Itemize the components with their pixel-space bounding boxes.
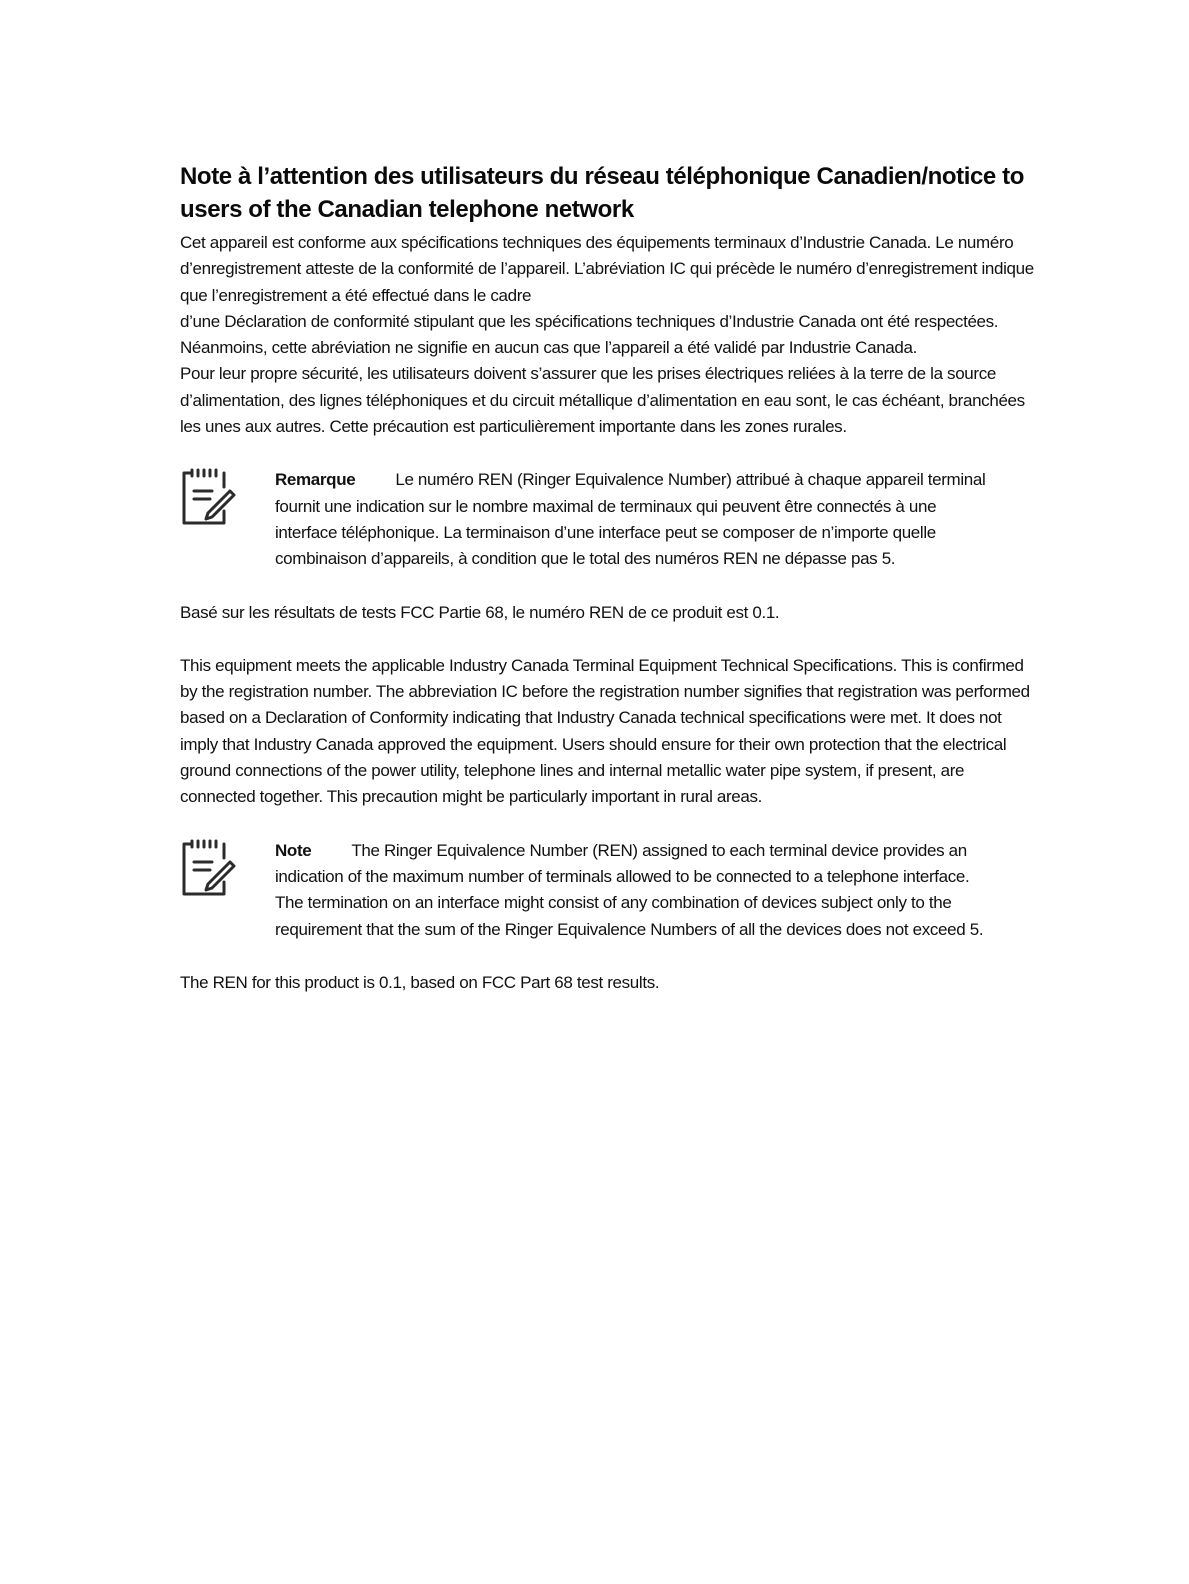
note-fr-label: Remarque bbox=[275, 470, 356, 490]
fr-paragraph-2: Pour leur propre sécurité, les utilisateurs doivent s’assurer que les prises électriques reliées à la terre de la source d’alimentation, des lignes téléphoniques et du circuit métallique d’alimentation en eau sont, le cas échéant, branchées les unes aux autres. Cette précaution est particulièrement importante dans les zones rurales. bbox=[180, 364, 1025, 437]
note-en-body bbox=[275, 838, 995, 943]
fr-paragraph-1a: Cet appareil est conforme aux spécifications techniques des équipements terminaux d’Industrie Canada. Le numéro d’enregistrement atteste de la conformité de l’appareil. L’abréviation IC qui précède le numéro d’enregistrement indique que l’enregistrement a été effectué dans le cadre bbox=[180, 233, 1034, 305]
fr-ren-statement: Basé sur les résultats de tests FCC Partie 68, le numéro REN de ce produit est 0.1. bbox=[180, 602, 780, 622]
fr-paragraph-1b: d’une Déclaration de conformité stipulant que les spécifications techniques d’Industrie Canada ont été respectées. Néanmoins, cette abréviation ne signifie en aucun cas que l’appareil a été validé par Industrie Canada. bbox=[180, 311, 999, 358]
document-page bbox=[180, 160, 1040, 996]
note-fr-text: Le numéro REN (Ringer Equivalence Number) attribué à chaque appareil terminal fournit une indication sur le nombre maximal de terminaux qui peuvent être connectés à une interface téléphonique. La terminaison d’une interface peut se composer de n’importe quelle combinaison d’appareils, à condition que le total des numéros REN ne dépasse pas 5. bbox=[275, 470, 986, 569]
section-heading: Note à l’attention des utilisateurs du réseau téléphonique Canadien/notice to users of the Canadian telephone network bbox=[180, 163, 1025, 223]
note-en-text: The Ringer Equivalence Number (REN) assigned to each terminal device provides an indication of the maximum number of terminals allowed to be connected to a telephone interface. The termination on an interface might consist of any combination of devices subject only to the requirement that the sum of the Ringer Equivalence Numbers of all the devices does not exceed 5. bbox=[275, 840, 984, 939]
en-ren-statement: The REN for this product is 0.1, based on FCC Part 68 test results. bbox=[180, 972, 660, 992]
note-en bbox=[180, 838, 1040, 943]
note-fr-body bbox=[275, 467, 995, 572]
en-paragraph: This equipment meets the applicable Industry Canada Terminal Equipment Technical Specifications. This is confirmed by the registration number. The abbreviation IC before the registration number signifies that registration was performed based on a Declaration of Conformity indicating that Industry Canada technical specifications were met. It does not imply that Industry Canada approved the equipment. Users should ensure for their own protection that the electrical ground connections of the power utility, telephone lines and internal metallic water pipe system, if present, are connected together. This precaution might be particularly important in rural areas. bbox=[180, 655, 1030, 807]
note-icon bbox=[180, 467, 238, 525]
note-icon bbox=[180, 838, 238, 896]
note-en-label: Note bbox=[275, 840, 312, 860]
note-fr bbox=[180, 467, 1040, 572]
